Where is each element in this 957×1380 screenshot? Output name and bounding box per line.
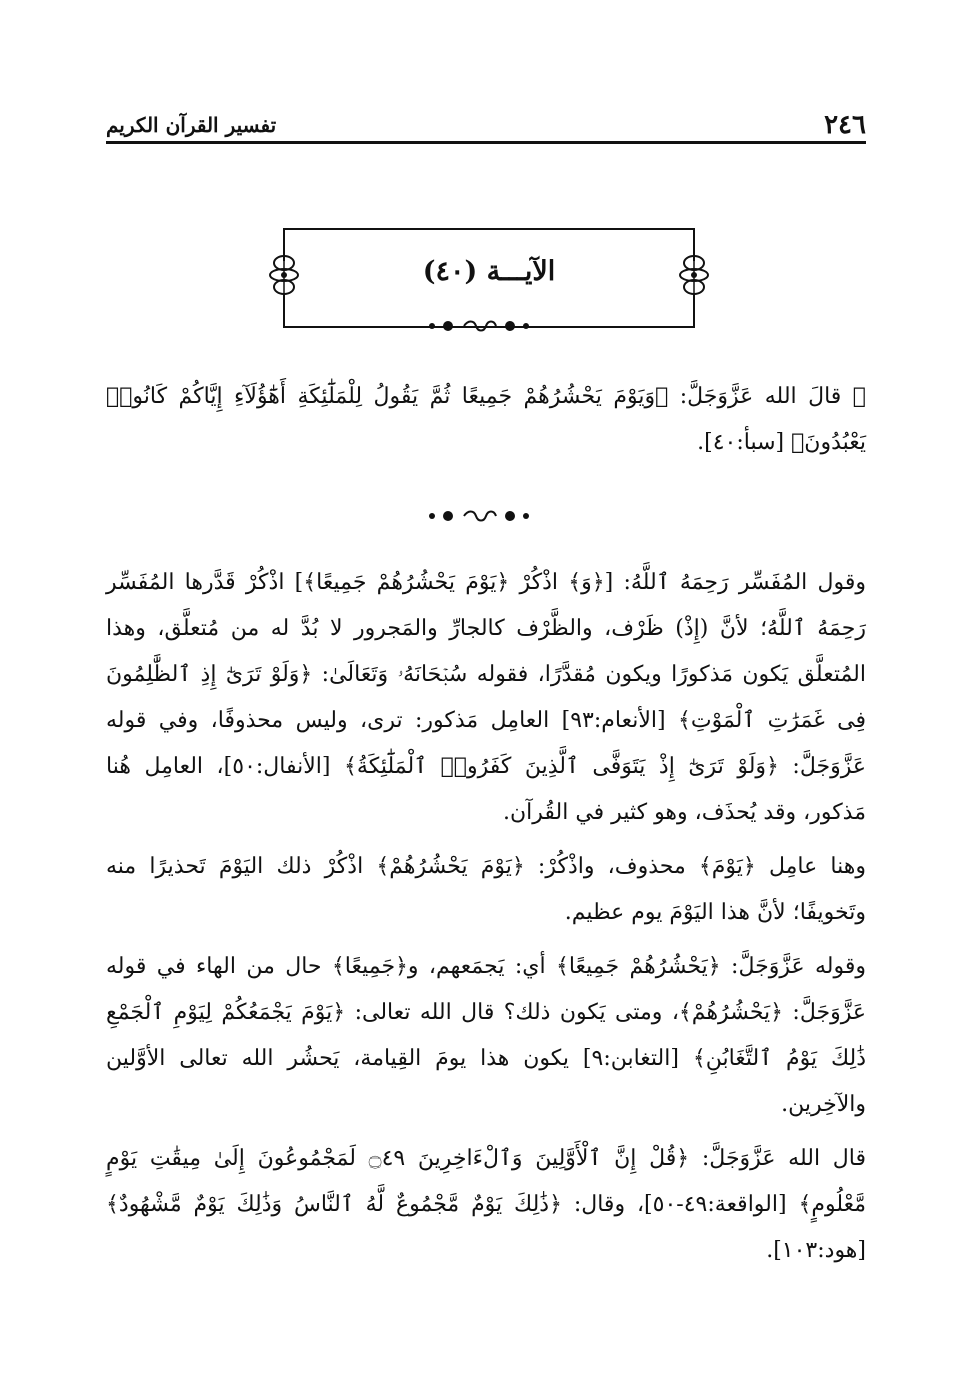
book-title: تفسير القرآن الكريم bbox=[106, 113, 277, 137]
verse-heading-title: الآيـــة (٤٠) bbox=[422, 256, 556, 287]
verse-heading-frame bbox=[282, 225, 696, 329]
ornamental-divider bbox=[0, 508, 957, 524]
verse-paragraph bbox=[106, 374, 866, 466]
ornamental-divider bbox=[0, 318, 957, 334]
commentary-paragraph: وقوله عَزَّوَجَلَّ: ﴿يَحْشُرُهُمْ جَمِيعًا﴾ أي: يَجمَعهم، و﴿جَمِيعًا﴾ حال من الهاء في قوله عَزَّوَجَلَّ: ﴿يَحْشُرُهُمْ﴾، ومتى يَكون ذلك؟ قال الله تعالى: ﴿يَوْمَ يَجْمَعُكُمْ لِيَوْمِ ٱلْجَمْعِ ذَٰلِكَ يَوْمُ ٱلتَّغَابُنِ﴾ [التغابن:٩] يكون هذا يومَ القِيامة، يَحشُر الله تعالى الأوَّلين والآخِرين. bbox=[106, 954, 867, 1117]
flower-bullet-icon: ۞ bbox=[852, 384, 866, 409]
header-rule bbox=[106, 141, 866, 144]
commentary-body bbox=[106, 560, 866, 1274]
running-header bbox=[106, 100, 866, 140]
verse-quotation bbox=[106, 374, 866, 466]
commentary-paragraph: وقول المُفَسِّر رَحِمَهُ ٱللَّهُ: [﴿وَ﴾ اذْكُرْ ﴿يَوْمَ يَحْشُرُهُمْ جَمِيعًا﴾] اذْكُرْ قَدَّرها المُفَسِّر رَحِمَهُ ٱللَّهُ؛ لأنَّ (إِذْ) ظَرْف، والظَّرْف كالجارِّ والمَجرور لا بُدَّ له من مُتعلَّق، وهذا المُتعلَّق يَكون مَذكورًا ويكون مُقدَّرًا، فقوله سُبۡحَانَهُۥ وَتَعَالَىٰ: ﴿وَلَوْ تَرَىٰٓ إِذِ ٱلظَّٰلِمُونَ فِى غَمَرَٰتِ ٱلْمَوْتِ﴾ [الأنعام:٩٣] العامِل مَذكور: ترى، وليس محذوفًا، وفي قوله عَزَّوَجَلَّ: ﴿وَلَوْ تَرَىٰٓ إِذْ يَتَوَفَّى ٱلَّذِينَ كَفَرُوا۟ ٱلْمَلَٰٓئِكَةُ﴾ [الأنفال:٥٠]، العامِل هُنا مَذكور، وقد يُحذَف، وهو كثير في القُرآن. bbox=[106, 570, 867, 825]
commentary-paragraph: وهنا عامِل ﴿يَوْمَ﴾ محذوف، واذْكُرْ: ﴿يَوْمَ يَحْشُرُهُمْ﴾ اذْكُرْ ذلك اليَوْمَ تَحذيرًا منه وتَخويفًا؛ لأنَّ هذا اليَوْمَ يوم عظيم. bbox=[106, 854, 866, 925]
commentary-paragraph: قال الله عَزَّوَجَلَّ: ﴿قُلْ إِنَّ ٱلْأَوَّلِينَ وَٱلْءَاخِرِينَ ۝٤٩ لَمَجْمُوعُونَ إِلَىٰ مِيقَٰتِ يَوْمٍ مَّعْلُومٍ﴾ [الواقعة:٤٩-٥٠]، وقال: ﴿ذَٰلِكَ يَوْمٌ مَّجْمُوعٌ لَّهُ ٱلنَّاسُ وَذَٰلِكَ يَوْمٌ مَّشْهُودٌ﴾ [هود:١٠٣]. bbox=[106, 1146, 866, 1263]
verse-text: قالَ الله عَزَّوَجَلَّ: ﴿وَيَوْمَ يَحْشُرُهُمْ جَمِيعًا ثُمَّ يَقُولُ لِلْمَلَٰٓئِكَةِ أَهَٰٓؤُلَآءِ إِيَّاكُمْ كَانُوا۟ يَعْبُدُونَ﴾ [سبأ:٤٠]. bbox=[106, 384, 866, 455]
page-number: ٢٤٦ bbox=[824, 110, 866, 140]
